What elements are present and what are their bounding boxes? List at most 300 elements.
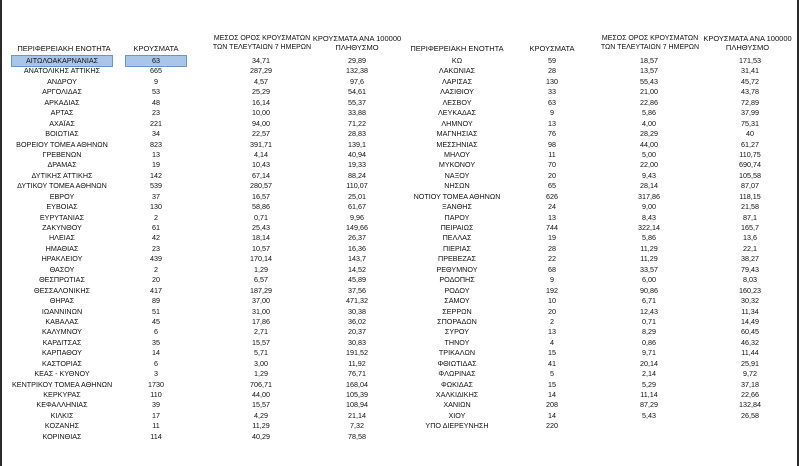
right-per100k-cell[interactable]: 61,27 <box>741 139 759 149</box>
left-region-cell[interactable]: ΑΝΑΤΟΛΙΚΗΣ ΑΤΤΙΚΗΣ <box>23 66 101 76</box>
right-region-cell[interactable]: ΦΘΙΩΤΙΔΑΣ <box>437 358 477 368</box>
right-per100k-cell[interactable]: 690,74 <box>739 160 761 170</box>
left-avg7-cell[interactable]: 280,57 <box>250 181 272 191</box>
left-cases-cell[interactable]: 14 <box>152 348 160 358</box>
right-region-cell[interactable]: ΥΠΟ ΔΙΕΡΕΥΝΗΣΗ <box>425 421 489 431</box>
table-row <box>0 317 800 327</box>
left-cases-cell[interactable]: 130 <box>150 202 162 212</box>
left-avg7-cell[interactable]: 3,00 <box>254 358 268 368</box>
right-avg7-cell[interactable]: 5,43 <box>642 410 656 420</box>
left-cases-cell[interactable]: 23 <box>152 243 160 253</box>
right-avg7-cell[interactable]: 5,29 <box>642 379 656 389</box>
left-avg7-cell[interactable]: 44,00 <box>252 390 270 399</box>
right-cases-cell[interactable]: 5 <box>550 369 554 379</box>
left-per100k-cell[interactable]: 33,88 <box>348 108 366 118</box>
left-cases-cell[interactable]: 34 <box>152 129 160 139</box>
right-region-cell[interactable]: ΣΥΡΟΥ <box>444 327 470 337</box>
left-per100k-cell[interactable]: 78,58 <box>348 431 366 441</box>
right-per100k-cell[interactable]: 72,89 <box>741 97 759 107</box>
right-cases-cell[interactable]: 2 <box>550 316 554 326</box>
right-per100k-cell[interactable]: 87,1 <box>743 212 757 222</box>
left-region-cell[interactable]: ΘΕΣΣΑΛΟΝΙΚΗΣ <box>34 285 90 295</box>
left-cases-cell[interactable]: 37 <box>152 191 160 201</box>
right-region-cell[interactable]: ΝΟΤΙΟΥ ΤΟΜΕΑ ΑΘΗΝΩΝ <box>413 191 501 201</box>
right-region-cell[interactable]: ΦΩΚΙΔΑΣ <box>441 379 473 389</box>
table-row <box>0 369 800 379</box>
right-region-cell[interactable]: ΡΕΘΥΜΝΟΥ <box>436 264 478 274</box>
right-region-cell[interactable]: ΜΗΛΟΥ <box>444 149 470 159</box>
right-region-cell[interactable]: ΜΕΣΣΗΝΙΑΣ <box>436 139 478 149</box>
right-cases-cell[interactable]: 14 <box>548 410 556 420</box>
left-region-cell[interactable]: ΚΑΣΤΟΡΙΑΣ <box>42 358 82 368</box>
left-region-cell[interactable]: ΓΡΕΒΕΝΩΝ <box>42 149 82 159</box>
right-cases-cell[interactable]: 15 <box>548 348 556 358</box>
right-region-cell[interactable]: ΛΕΣΒΟΥ <box>442 97 472 107</box>
left-per100k-cell[interactable]: 25,01 <box>348 191 366 201</box>
right-avg7-cell[interactable]: 9,71 <box>642 348 656 358</box>
right-per100k-cell[interactable]: 171,53 <box>739 56 761 65</box>
left-per100k-cell[interactable]: 30,38 <box>348 306 366 316</box>
left-region-cell[interactable]: ΔΥΤΙΚΟΥ ΤΟΜΕΑ ΑΘΗΝΩΝ <box>17 181 107 191</box>
right-cases-cell[interactable]: 98 <box>548 139 556 149</box>
left-cases-cell[interactable]: 45 <box>152 316 160 326</box>
left-region-cell[interactable]: ΚΕΑΣ - ΚΥΘΝΟΥ <box>34 369 90 379</box>
left-region-cell[interactable]: ΒΟΡΕΙΟΥ ΤΟΜΕΑ ΑΘΗΝΩΝ <box>16 139 108 149</box>
left-region-cell[interactable]: ΑΡΤΑΣ <box>50 108 74 118</box>
left-region-cell[interactable]: ΚΙΛΚΙΣ <box>50 410 74 420</box>
right-cases-cell[interactable]: 28 <box>548 66 556 76</box>
left-region-cell[interactable]: ΗΜΑΘΙΑΣ <box>45 243 79 253</box>
right-avg7-cell[interactable]: 90,86 <box>640 285 658 295</box>
left-cases-cell[interactable]: 20 <box>152 275 160 285</box>
left-avg7-cell[interactable]: 10,00 <box>252 108 270 118</box>
left-region-cell[interactable]: ΘΕΣΠΡΩΤΙΑΣ <box>39 275 85 285</box>
left-cases-cell[interactable]: 2 <box>154 212 158 222</box>
left-cases-cell[interactable]: 6 <box>154 327 158 337</box>
left-cases-cell[interactable]: 17 <box>152 410 160 420</box>
left-avg7-cell[interactable]: 0,71 <box>254 212 268 222</box>
left-region-cell[interactable]: ΚΟΖΑΝΗΣ <box>44 421 80 431</box>
left-region-cell[interactable]: ΕΥΒΟΙΑΣ <box>46 202 78 212</box>
left-per100k-cell[interactable]: 88,24 <box>348 170 366 180</box>
left-per100k-cell[interactable]: 105,39 <box>346 390 368 399</box>
right-region-cell[interactable]: ΠΑΡΟΥ <box>444 212 470 222</box>
right-per100k-cell[interactable]: 26,58 <box>741 410 759 420</box>
left-per100k-cell[interactable]: 45,89 <box>348 275 366 285</box>
right-region-cell[interactable]: ΧΑΝΙΩΝ <box>443 400 471 410</box>
left-cases-cell[interactable]: 3 <box>154 369 158 379</box>
right-cases-cell[interactable]: 28 <box>548 243 556 253</box>
right-per100k-cell[interactable]: 105,58 <box>739 170 761 180</box>
right-region-cell[interactable]: ΡΟΔΟΥ <box>444 285 470 295</box>
left-region-cell[interactable]: ΑΡΚΑΔΙΑΣ <box>44 97 80 107</box>
left-region-cell[interactable]: ΙΩΑΝΝΙΝΩΝ <box>41 306 83 316</box>
right-cases-cell[interactable]: 14 <box>548 390 556 399</box>
right-cases-cell[interactable]: 130 <box>546 76 558 86</box>
left-avg7-cell[interactable]: 31,00 <box>252 306 270 316</box>
left-per100k-cell[interactable]: 16,36 <box>348 243 366 253</box>
left-per100k-cell[interactable]: 30,83 <box>348 337 366 347</box>
right-cases-cell[interactable]: 22 <box>548 254 556 264</box>
right-per100k-cell[interactable]: 60,45 <box>741 327 759 337</box>
right-cases-cell[interactable]: 744 <box>546 223 558 232</box>
right-avg7-cell[interactable]: 5,86 <box>642 233 656 243</box>
left-cases-cell[interactable]: 61 <box>152 223 160 232</box>
right-region-cell[interactable]: ΣΠΟΡΑΔΩΝ <box>437 316 477 326</box>
right-per100k-cell[interactable]: 11,34 <box>741 306 759 316</box>
right-cases-cell[interactable]: 76 <box>548 129 556 139</box>
right-per100k-cell[interactable]: 21,58 <box>741 202 759 212</box>
left-cases-cell[interactable]: 53 <box>152 87 160 97</box>
header-left-avg-line1: ΜΕΣΟΣ ΟΡΟΣ ΚΡΟΥΣΜΑΤΩΝ <box>213 35 311 42</box>
right-region-cell[interactable]: ΛΗΜΝΟΥ <box>441 118 473 128</box>
left-cases-cell[interactable]: 13 <box>152 149 160 159</box>
right-region-cell[interactable]: ΛΑΡΙΣΑΣ <box>441 76 473 86</box>
right-region-cell[interactable]: ΜΑΓΝΗΣΙΑΣ <box>436 129 478 139</box>
left-cases-cell[interactable]: 1730 <box>148 379 164 389</box>
left-per100k-cell[interactable]: 471,32 <box>346 296 368 306</box>
right-region-cell[interactable]: ΠΡΕΒΕΖΑΣ <box>438 254 476 264</box>
left-region-cell[interactable]: ΑΙΤΩΛΟΑΚΑΡΝΑΝΙΑΣ <box>12 56 112 66</box>
right-avg7-cell[interactable]: 13,57 <box>640 66 658 76</box>
right-avg7-cell[interactable]: 6,71 <box>642 296 656 306</box>
table-row <box>0 87 800 97</box>
left-per100k-cell[interactable]: 108,94 <box>346 400 368 410</box>
left-avg7-cell[interactable]: 287,29 <box>250 66 272 76</box>
right-avg7-cell[interactable]: 11,14 <box>640 390 658 399</box>
left-cases-cell[interactable]: 2 <box>154 264 158 274</box>
header-right-per100k-line1: ΚΡΟΥΣΜΑΤΑ ΑΝΑ 100000 <box>703 34 792 43</box>
left-per100k-cell[interactable]: 191,52 <box>346 348 368 358</box>
right-per100k-cell[interactable]: 11,44 <box>741 348 759 358</box>
right-avg7-cell[interactable]: 87,29 <box>640 400 658 410</box>
right-avg7-cell[interactable]: 6,00 <box>642 275 656 285</box>
right-region-cell[interactable]: ΤΗΝΟΥ <box>444 337 470 347</box>
left-avg7-cell[interactable]: 40,29 <box>252 431 270 441</box>
right-per100k-cell[interactable]: 22,1 <box>743 243 757 253</box>
left-region-cell[interactable]: ΑΝΔΡΟΥ <box>47 76 77 86</box>
left-avg7-cell[interactable]: 34,71 <box>252 56 270 65</box>
right-per100k-cell[interactable]: 37,99 <box>741 108 759 118</box>
left-cases-cell[interactable]: 114 <box>150 431 162 441</box>
left-avg7-cell[interactable]: 706,71 <box>250 379 272 389</box>
left-per100k-cell[interactable]: 76,71 <box>348 369 366 379</box>
left-avg7-cell[interactable]: 37,00 <box>252 296 270 306</box>
left-avg7-cell[interactable]: 170,14 <box>250 254 272 264</box>
left-region-cell[interactable]: ΕΥΡΥΤΑΝΙΑΣ <box>39 212 85 222</box>
left-avg7-cell[interactable]: 1,29 <box>254 369 268 379</box>
right-region-cell[interactable]: ΚΩ <box>451 56 463 65</box>
right-avg7-cell[interactable]: 11,29 <box>640 243 658 253</box>
right-region-cell[interactable]: ΣΑΜΟΥ <box>444 296 470 306</box>
right-cases-cell[interactable]: 9 <box>550 275 554 285</box>
right-per100k-cell[interactable]: 45,72 <box>741 76 759 86</box>
left-cases-cell[interactable]: 11 <box>152 421 160 431</box>
table-row <box>0 359 800 369</box>
right-cases-cell[interactable]: 220 <box>546 421 558 431</box>
right-per100k-cell[interactable]: 40 <box>746 129 754 139</box>
left-per100k-cell[interactable]: 7,32 <box>350 421 364 431</box>
left-per100k-cell[interactable]: 21,14 <box>348 410 366 420</box>
right-cases-cell[interactable]: 63 <box>548 97 556 107</box>
right-cases-cell[interactable]: 626 <box>546 191 558 201</box>
right-avg7-cell[interactable]: 28,14 <box>640 181 658 191</box>
right-region-cell[interactable]: ΠΕΙΡΑΙΩΣ <box>440 223 474 232</box>
right-cases-cell[interactable]: 11 <box>548 149 556 159</box>
left-per100k-cell[interactable]: 97,6 <box>350 76 364 86</box>
right-avg7-cell[interactable]: 44,00 <box>640 139 658 149</box>
left-cases-cell[interactable]: 35 <box>152 337 160 347</box>
right-region-cell[interactable]: ΝΗΣΩΝ <box>444 181 470 191</box>
table-row <box>0 223 800 233</box>
left-avg7-cell[interactable]: 16,14 <box>252 97 270 107</box>
left-cases-cell[interactable]: 19 <box>152 160 160 170</box>
left-region-cell[interactable]: ΗΛΕΙΑΣ <box>48 233 76 243</box>
left-per100k-cell[interactable]: 139,1 <box>348 139 366 149</box>
left-avg7-cell[interactable]: 16,57 <box>252 191 270 201</box>
right-avg7-cell[interactable]: 2,14 <box>642 369 656 379</box>
right-cases-cell[interactable]: 70 <box>548 160 556 170</box>
right-avg7-cell[interactable]: 22,00 <box>640 160 658 170</box>
right-per100k-cell[interactable]: 25,91 <box>741 358 759 368</box>
left-region-cell[interactable]: ΚΑΛΥΜΝΟΥ <box>42 327 82 337</box>
left-region-cell[interactable]: ΘΑΣΟΥ <box>49 264 75 274</box>
left-region-cell[interactable]: ΚΕΡΚΥΡΑΣ <box>43 390 81 399</box>
left-per100k-cell[interactable]: 37,56 <box>348 285 366 295</box>
left-avg7-cell[interactable]: 2,71 <box>254 327 268 337</box>
right-region-cell[interactable]: ΠΙΕΡΙΑΣ <box>442 243 471 253</box>
right-avg7-cell[interactable]: 4,00 <box>642 118 656 128</box>
right-cases-cell[interactable]: 41 <box>548 358 556 368</box>
right-region-cell[interactable]: ΧΙΟΥ <box>448 410 466 420</box>
left-avg7-cell[interactable]: 1,29 <box>254 264 268 274</box>
left-cases-cell[interactable]: 6 <box>154 358 158 368</box>
right-avg7-cell[interactable]: 18,57 <box>640 56 658 65</box>
left-cases-cell[interactable]: 439 <box>150 254 162 264</box>
left-avg7-cell[interactable]: 25,43 <box>252 223 270 232</box>
left-per100k-cell[interactable]: 40,94 <box>348 149 366 159</box>
right-avg7-cell[interactable]: 0,86 <box>642 337 656 347</box>
header-left-region: ΠΕΡΙΦΕΡΕΙΑΚΗ ΕΝΟΤΗΤΑ <box>17 44 111 53</box>
left-cases-cell[interactable]: 417 <box>150 285 162 295</box>
left-avg7-cell[interactable]: 67,14 <box>252 170 270 180</box>
right-region-cell[interactable]: ΣΕΡΡΩΝ <box>442 306 472 316</box>
left-avg7-cell[interactable]: 5,71 <box>254 348 268 358</box>
right-per100k-cell[interactable]: 165,7 <box>741 223 759 232</box>
left-region-cell[interactable]: ΒΟΙΩΤΙΑΣ <box>45 129 79 139</box>
left-cases-cell[interactable]: 665 <box>150 66 162 76</box>
left-per100k-cell[interactable]: 132,38 <box>346 66 368 76</box>
left-per100k-cell[interactable]: 149,66 <box>346 223 368 232</box>
right-cases-cell[interactable]: 13 <box>548 118 556 128</box>
left-cases-cell[interactable]: 142 <box>150 170 162 180</box>
right-per100k-cell[interactable]: 43,78 <box>741 87 759 97</box>
right-cases-cell[interactable]: 208 <box>546 400 558 410</box>
left-region-cell[interactable]: ΚΟΡΙΝΘΙΑΣ <box>42 431 82 441</box>
left-region-cell[interactable]: ΑΡΓΟΛΙΔΑΣ <box>42 87 82 97</box>
left-per100k-cell[interactable]: 20,37 <box>348 327 366 337</box>
left-avg7-cell[interactable]: 18,14 <box>252 233 270 243</box>
right-per100k-cell[interactable]: 118,15 <box>739 191 761 201</box>
right-per100k-cell[interactable]: 14,49 <box>741 316 759 326</box>
right-cases-cell[interactable]: 4 <box>550 337 554 347</box>
left-per100k-cell[interactable]: 28,83 <box>348 129 366 139</box>
left-avg7-cell[interactable]: 6,57 <box>254 275 268 285</box>
right-cases-cell[interactable]: 65 <box>548 181 556 191</box>
right-avg7-cell[interactable]: 9,00 <box>642 202 656 212</box>
right-cases-cell[interactable]: 10 <box>548 296 556 306</box>
right-cases-cell[interactable]: 13 <box>548 212 556 222</box>
right-region-cell[interactable]: ΛΑΣΙΘΙΟΥ <box>440 87 474 97</box>
left-per100k-cell[interactable]: 26,37 <box>348 233 366 243</box>
left-cases-cell[interactable]: 42 <box>152 233 160 243</box>
left-per100k-cell[interactable]: 71,22 <box>348 118 366 128</box>
left-per100k-cell[interactable]: 54,61 <box>348 87 366 97</box>
right-cases-cell[interactable]: 13 <box>548 327 556 337</box>
right-region-cell[interactable]: ΠΕΛΛΑΣ <box>442 233 472 243</box>
right-avg7-cell[interactable]: 317,86 <box>638 191 660 201</box>
right-per100k-cell[interactable]: 22,66 <box>741 390 759 399</box>
left-per100k-cell[interactable]: 168,04 <box>346 379 368 389</box>
right-cases-cell[interactable]: 33 <box>548 87 556 97</box>
left-per100k-cell[interactable]: 9,96 <box>350 212 364 222</box>
right-cases-cell[interactable]: 59 <box>548 56 556 65</box>
right-avg7-cell[interactable]: 55,43 <box>640 76 658 86</box>
right-avg7-cell[interactable]: 5,86 <box>642 108 656 118</box>
right-per100k-cell[interactable]: 37,18 <box>741 379 759 389</box>
left-cases-cell[interactable]: 48 <box>152 97 160 107</box>
right-avg7-cell[interactable]: 8,29 <box>642 327 656 337</box>
right-region-cell[interactable]: ΛΕΥΚΑΔΑΣ <box>437 108 476 118</box>
left-region-cell[interactable]: ΚΑΡΔΙΤΣΑΣ <box>42 337 82 347</box>
right-per100k-cell[interactable]: 31,41 <box>741 66 759 76</box>
right-cases-cell[interactable]: 19 <box>548 233 556 243</box>
right-cases-cell[interactable]: 15 <box>548 379 556 389</box>
left-per100k-cell[interactable]: 143,7 <box>348 254 366 264</box>
right-region-cell[interactable]: ΡΟΔΟΠΗΣ <box>439 275 475 285</box>
table-row <box>0 275 800 285</box>
right-avg7-cell[interactable]: 21,00 <box>640 87 658 97</box>
right-cases-cell[interactable]: 68 <box>548 264 556 274</box>
left-per100k-cell[interactable]: 29,89 <box>348 56 366 65</box>
left-region-cell[interactable]: ΚΑΡΠΑΘΟΥ <box>42 348 82 358</box>
left-avg7-cell[interactable]: 4,57 <box>254 76 268 86</box>
left-region-cell[interactable]: ΚΑΒΑΛΑΣ <box>45 316 79 326</box>
right-cases-cell[interactable]: 192 <box>546 285 558 295</box>
left-region-cell[interactable]: ΘΗΡΑΣ <box>49 296 75 306</box>
left-avg7-cell[interactable]: 10,43 <box>252 160 270 170</box>
left-cases-cell[interactable]: 51 <box>152 306 160 316</box>
left-per100k-cell[interactable]: 36,02 <box>348 316 366 326</box>
right-avg7-cell[interactable]: 5,00 <box>642 149 656 159</box>
left-cases-cell[interactable]: 9 <box>154 76 158 86</box>
right-avg7-cell[interactable]: 20,14 <box>640 358 658 368</box>
left-avg7-cell[interactable]: 391,71 <box>250 139 272 149</box>
right-region-cell[interactable]: ΦΛΩΡΙΝΑΣ <box>438 369 476 379</box>
left-cases-cell[interactable]: 110 <box>150 390 162 399</box>
left-cases-cell[interactable]: 23 <box>152 108 160 118</box>
left-avg7-cell[interactable]: 187,29 <box>250 285 272 295</box>
right-region-cell[interactable]: ΤΡΙΚΑΛΩΝ <box>438 348 476 358</box>
left-per100k-cell[interactable]: 110,07 <box>346 181 368 191</box>
right-avg7-cell[interactable]: 0,71 <box>642 316 656 326</box>
right-per100k-cell[interactable]: 160,23 <box>739 285 761 295</box>
right-per100k-cell[interactable]: 110,75 <box>739 149 761 159</box>
right-avg7-cell[interactable]: 28,29 <box>640 129 658 139</box>
right-cases-cell[interactable]: 20 <box>548 170 556 180</box>
left-per100k-cell[interactable]: 55,37 <box>348 97 366 107</box>
left-region-cell[interactable]: ΗΡΑΚΛΕΙΟΥ <box>41 254 83 264</box>
left-cases-cell[interactable]: 221 <box>150 118 162 128</box>
left-per100k-cell[interactable]: 19,33 <box>348 160 366 170</box>
left-avg7-cell[interactable]: 4,14 <box>254 149 268 159</box>
left-region-cell[interactable]: ΚΕΝΤΡΙΚΟΥ ΤΟΜΕΑ ΑΘΗΝΩΝ <box>12 379 113 389</box>
left-region-cell[interactable]: ΔΥΤΙΚΗΣ ΑΤΤΙΚΗΣ <box>31 170 93 180</box>
right-avg7-cell[interactable]: 22,86 <box>640 97 658 107</box>
left-avg7-cell[interactable]: 25,29 <box>252 87 270 97</box>
left-region-cell[interactable]: ΔΡΑΜΑΣ <box>47 160 77 170</box>
right-avg7-cell[interactable]: 8,43 <box>642 212 656 222</box>
right-avg7-cell[interactable]: 11,29 <box>640 254 658 264</box>
left-per100k-cell[interactable]: 11,92 <box>348 358 366 368</box>
left-cases-cell[interactable]: 823 <box>150 139 162 149</box>
right-region-cell[interactable]: ΞΑΝΘΗΣ <box>442 202 472 212</box>
right-per100k-cell[interactable]: 132,84 <box>739 400 761 410</box>
left-avg7-cell[interactable]: 94,00 <box>252 118 270 128</box>
right-per100k-cell[interactable]: 38,27 <box>741 254 759 264</box>
right-per100k-cell[interactable]: 8,03 <box>743 275 757 285</box>
right-per100k-cell[interactable]: 75,31 <box>741 118 759 128</box>
right-cases-cell[interactable]: 9 <box>550 108 554 118</box>
right-per100k-cell[interactable]: 46,32 <box>741 337 759 347</box>
left-avg7-cell[interactable]: 4,29 <box>254 410 268 420</box>
right-region-cell[interactable]: ΛΑΚΩΝΙΑΣ <box>438 66 476 76</box>
left-avg7-cell[interactable]: 15,57 <box>252 400 270 410</box>
left-avg7-cell[interactable]: 22,57 <box>252 129 270 139</box>
left-cases-cell[interactable]: 39 <box>152 400 160 410</box>
left-region-cell[interactable]: ΚΕΦΑΛΛΗΝΙΑΣ <box>36 400 88 410</box>
right-region-cell[interactable]: ΝΑΞΟΥ <box>444 170 470 180</box>
left-per100k-cell[interactable]: 61,67 <box>348 202 366 212</box>
right-region-cell[interactable]: ΜΥΚΟΝΟΥ <box>438 160 476 170</box>
right-avg7-cell[interactable]: 322,14 <box>638 223 660 232</box>
right-avg7-cell[interactable]: 12,43 <box>640 306 658 316</box>
right-per100k-cell[interactable]: 13,6 <box>743 233 757 243</box>
left-avg7-cell[interactable]: 10,57 <box>252 243 270 253</box>
left-cases-cell[interactable]: 89 <box>152 296 160 306</box>
right-region-cell[interactable]: ΧΑΛΚΙΔΙΚΗΣ <box>435 390 479 399</box>
right-avg7-cell[interactable]: 9,43 <box>642 170 656 180</box>
left-avg7-cell[interactable]: 58,86 <box>252 202 270 212</box>
right-per100k-cell[interactable]: 87,07 <box>741 181 759 191</box>
right-per100k-cell[interactable]: 30,32 <box>741 296 759 306</box>
right-cases-cell[interactable]: 24 <box>548 202 556 212</box>
right-per100k-cell[interactable]: 9,72 <box>743 369 757 379</box>
left-region-cell[interactable]: ΑΧΑΪΑΣ <box>49 118 75 128</box>
left-cases-cell[interactable]: 63 <box>126 56 186 66</box>
left-region-cell[interactable]: ΕΒΡΟΥ <box>49 191 75 201</box>
right-cases-cell[interactable]: 20 <box>548 306 556 316</box>
left-per100k-cell[interactable]: 14,52 <box>348 264 366 274</box>
right-per100k-cell[interactable]: 79,43 <box>741 264 759 274</box>
left-region-cell[interactable]: ΖΑΚΥΝΘΟΥ <box>42 223 82 232</box>
left-avg7-cell[interactable]: 15,57 <box>252 337 270 347</box>
left-cases-cell[interactable]: 539 <box>150 181 162 191</box>
left-avg7-cell[interactable]: 17,86 <box>252 316 270 326</box>
left-avg7-cell[interactable]: 11,29 <box>252 421 270 431</box>
table-row <box>0 160 800 170</box>
right-avg7-cell[interactable]: 33,57 <box>640 264 658 274</box>
